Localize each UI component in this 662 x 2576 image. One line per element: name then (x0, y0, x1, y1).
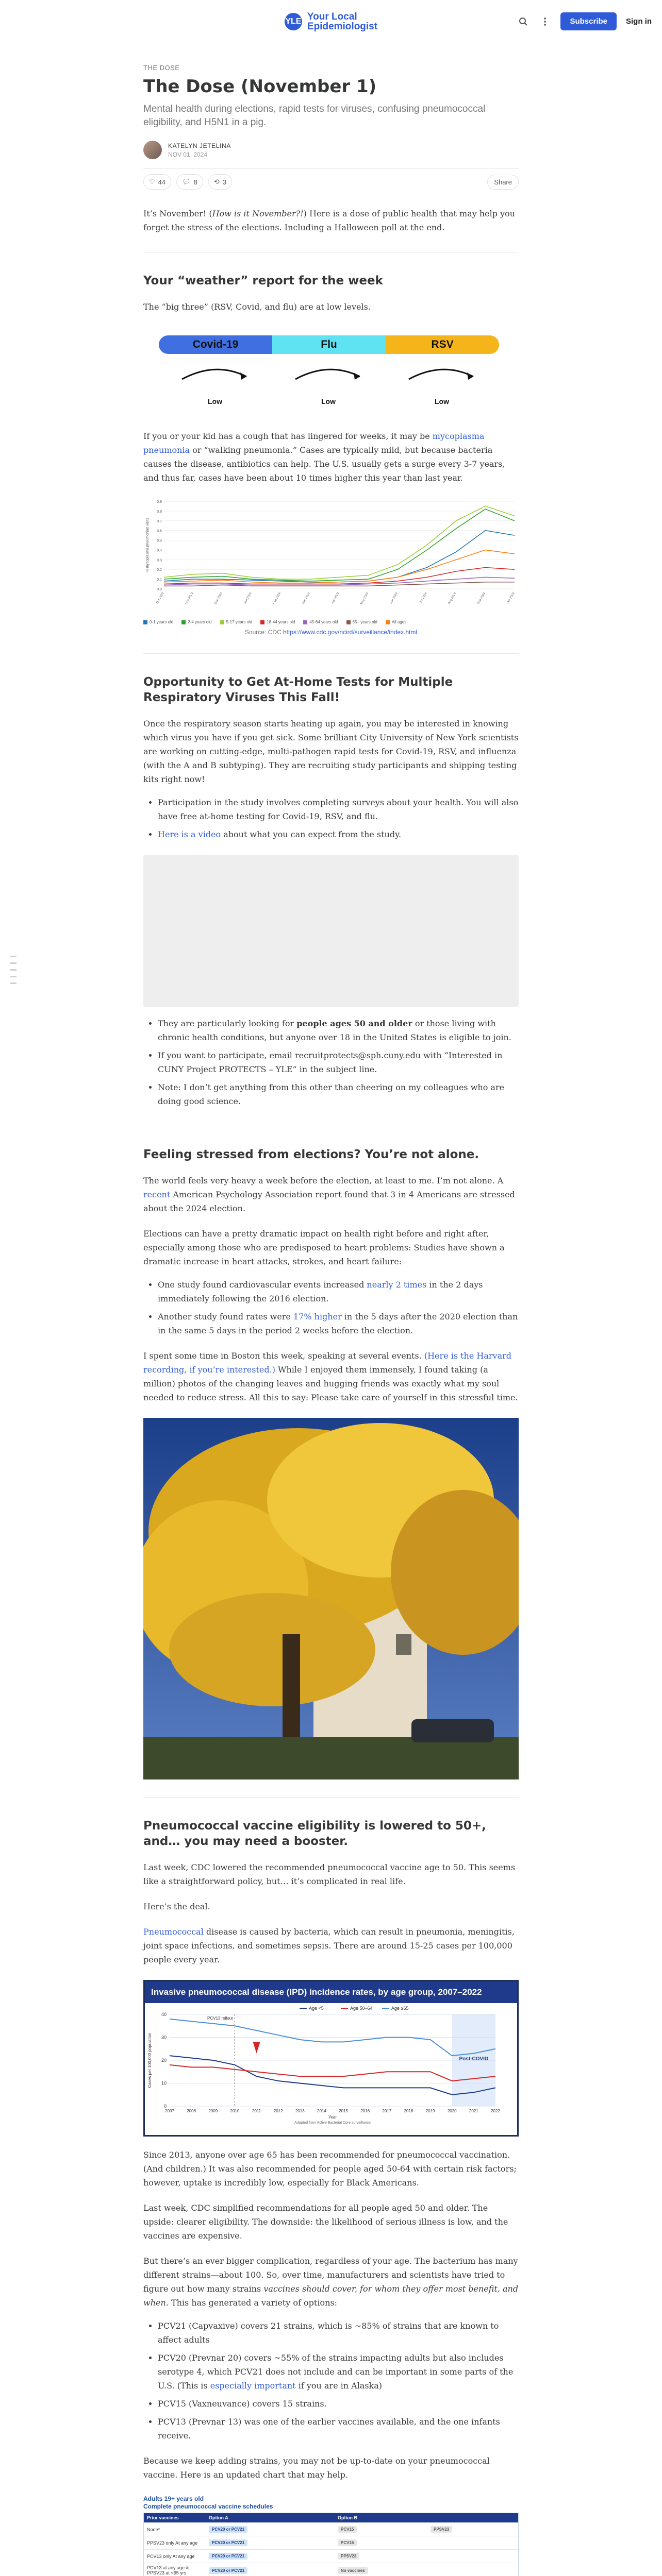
y-tick-label: 0.7 (157, 519, 162, 523)
schedule-prior: PPSV23 only At any age (147, 2540, 198, 2546)
x-tick-label: 2009 (208, 2109, 218, 2113)
x-tick-label: May 2024 (360, 592, 370, 605)
trend-arrow-flu (295, 369, 360, 379)
y-tick-label: 20 (161, 2058, 167, 2063)
list-item: • Participation in the study involves completing surveys about your health. You will also have free at-home testing for Covid-19, RSV, and flu. (158, 795, 519, 823)
ipd-chart-figure (143, 1980, 519, 2137)
stress-paragraph-3: I spent some time in Boston this week, speaking at several events. (Here is the Harvard recording, if you’re interested.) While I enjoyed them immensely, I found taking (a million) photos of the changing leaves and hugging friends was exactly what my soul needed to reduce stress. All this to say: Please take care of yourself in this stressful time. (143, 1351, 518, 1402)
section-heading-stress: Feeling stressed from elections? You’re not alone. (143, 1148, 479, 1161)
x-tick-label: Nov 2023 (185, 592, 194, 605)
stress-paragraph-1: The world feels very heavy a week before the election, at least to me. I’m not alone. A recent American Psychology Association report found that 3 in 4 Americans are stressed about the 2024 election. (143, 1176, 515, 1213)
y-tick-label: 10 (161, 2080, 167, 2086)
x-tick-label: Apr 2024 (331, 592, 340, 605)
schedule-option-b: PPSV23 (335, 2551, 427, 2562)
section-heading-tests: Opportunity to Get At-Home Tests for Multiple Respiratory Viruses This Fall! (143, 675, 453, 704)
brand-name-line1: Your Local (307, 11, 357, 22)
divider (143, 653, 519, 654)
pneumo-paragraph-7: Because we keep adding strains, you may not be up-to-date on your pneumococcal vaccine. Here is an updated chart that may help. (143, 2456, 490, 2480)
outline-toggle-icon[interactable] (10, 956, 16, 984)
tests-list-2 (143, 1016, 519, 1108)
x-tick-label: 2018 (404, 2109, 413, 2113)
byline (143, 141, 519, 159)
list-item: • PCV15 (Vaxneuvance) covers 15 strains. (158, 2397, 519, 2411)
schedule-option-b-2 (427, 2541, 518, 2545)
schedule-option-a: PCV20 or PCV21 (206, 2524, 335, 2535)
x-tick-label: 2011 (252, 2109, 261, 2113)
x-tick-label: Jul 2024 (419, 592, 428, 604)
ipd-legend-label: Age 50–64 (350, 2006, 373, 2011)
col-option-b: Option B (338, 2515, 357, 2520)
share-button[interactable]: Share (487, 175, 519, 190)
series-line (164, 506, 515, 579)
x-tick-label: 2021 (469, 2109, 478, 2113)
y-tick-label: 0.3 (157, 558, 162, 563)
list-item: • PCV21 (Capvaxive) covers 21 strains, which is ~85% of strains that are known to affect adults (158, 2319, 519, 2347)
trend-arrow-covid-head (240, 372, 246, 380)
schedule-prior: PCV13 only At any age (147, 2553, 195, 2559)
divider (143, 1797, 519, 1798)
comment-button[interactable] (176, 174, 203, 190)
weather-lead: The “big three” (RSV, Covid, and flu) are at low levels. (143, 302, 371, 312)
schedule-option-a: PCV20 or PCV21 (206, 2551, 335, 2562)
post-date: NOV 01, 2024 (168, 150, 208, 158)
restack-button[interactable] (208, 174, 232, 190)
brand[interactable] (285, 12, 377, 31)
schedule-option-b: PCV15 (335, 2524, 427, 2535)
author-avatar[interactable] (143, 141, 162, 159)
article (143, 43, 519, 2576)
schedule-option-b-2 (427, 2554, 518, 2558)
schedule-title-2: Complete pneumococcal vaccine schedules (143, 2503, 273, 2510)
y-tick-label: 0.4 (157, 549, 162, 553)
col-prior: Prior vaccines (147, 2515, 179, 2520)
x-tick-label: 2020 (447, 2109, 457, 2113)
x-tick-label: 2016 (360, 2109, 370, 2113)
pneumo-paragraph-6: But there’s an ever bigger complication, regardless of your age. The bacterium has many different strains—about 100. So, over time, manufacturers and scientists have tried to figure out how many strains vaccines should cover, for whom they offer most benefit, and when. This has generated a variety of options: (143, 2256, 519, 2308)
y-tick-label: 0.0 (157, 588, 162, 591)
autumn-tree-photo[interactable] (143, 1418, 519, 1780)
list-item: • PCV13 (Prevnar 13) was one of the earlier vaccines available, and the one infants receive. (158, 2415, 519, 2443)
harvard-recording-link[interactable]: (Here is the Harvard recording, if you’re interested.) (143, 1351, 512, 1375)
schedule-header-row (144, 2513, 518, 2523)
schedule-option-b: PCV15 (335, 2537, 427, 2548)
ipd-legend-label: Age <5 (309, 2006, 324, 2011)
x-tick-label: Aug 2024 (448, 592, 457, 605)
x-tick-label: Oct 2023 (156, 592, 165, 605)
like-button[interactable] (143, 174, 171, 190)
ipd-y-axis-label: Cases per 100,000 population (147, 2032, 152, 2088)
restack-icon: ⟲ (213, 178, 220, 185)
mycoplasma-chart-figure (143, 496, 519, 636)
x-tick-label: Jan 2024 (243, 592, 253, 605)
y-tick-label: 0 (163, 2104, 167, 2109)
rsv-level: Low (435, 397, 449, 405)
alaska-link[interactable]: especially important (210, 2381, 296, 2391)
pneumo-paragraph-1: Last week, CDC lowered the recommended pneumococcal vaccine age to 50. This seems like a straightforward policy, but… it’s complicated in real life. (143, 1862, 516, 1886)
list-item: • PCV20 (Prevnar 20) covers ~55% of the strains impacting adults but also includes serotype 4, which PCV21 does not include and can be important in some parts of the U.S. (This is especially important if you are in Alaska) (158, 2351, 519, 2393)
y-tick-label: 0.2 (157, 568, 162, 572)
x-tick-label: Mar 2024 (302, 592, 311, 605)
legend-item: 5-17 years old (220, 620, 253, 624)
post-subtitle: Mental health during elections, rapid tests for viruses, confusing pneumococcal eligibility, and H5N1 in a pig. (143, 104, 486, 128)
study-video-link[interactable]: Here is a video (158, 829, 221, 839)
series-line (164, 567, 515, 584)
x-tick-label: Sep 2024 (477, 592, 487, 605)
study-2020-link[interactable]: 17% higher (293, 1312, 342, 1321)
subscribe-button[interactable]: Subscribe (560, 12, 617, 30)
legend-item: 0-1 years old (143, 620, 173, 624)
x-tick-label: Jun 2024 (389, 592, 399, 605)
legend-item: All ages (386, 620, 406, 624)
list-item: • Note: I don’t get anything from this other than cheering on my colleagues who are doing good science. (158, 1080, 519, 1108)
stress-list (143, 1278, 519, 1337)
ipd-x-axis-label: Year (328, 2115, 337, 2120)
x-tick-label: 2008 (187, 2109, 196, 2113)
schedule-option-a: PCV20 or PCV21 (206, 2565, 335, 2576)
ipd-source: Adapted from Active Bacterial Core surveillance (294, 2121, 371, 2125)
mycoplasma-paragraph: If you or your kid has a cough that has lingered for weeks, it may be mycoplasma pneumonia or “walking pneumonia.” Cases are typically mild, but because bacteria causes the disease, antibiotics can help. The U.S. usually gets a surge every 3-7 years, and thus far, cases have been about 10 times higher this year than last year. (143, 431, 505, 483)
author-name[interactable]: KATELYN JETELINA (168, 142, 231, 149)
chart-caption: Source: CDC https://www.cdc.gov/ncird/surveillance/index.html (244, 629, 418, 636)
x-tick-label: 2012 (273, 2109, 283, 2113)
pcv13-label: PCV13 rollout (207, 2016, 233, 2021)
covid-level: Low (208, 397, 222, 405)
schedule-grid (143, 2513, 519, 2576)
brand-logo: YLE (285, 13, 302, 30)
x-tick-label: Oct 2024 (506, 592, 516, 605)
y-tick-label: 0.6 (157, 529, 162, 533)
flu-level: Low (321, 397, 336, 405)
covid-pill: Covid-19 (159, 335, 272, 354)
schedule-prior: None* (147, 2527, 160, 2532)
x-tick-label: 2022 (491, 2109, 500, 2113)
like-count: 44 (158, 178, 166, 186)
y-tick-label: 0.1 (157, 578, 162, 582)
brand-name (307, 12, 377, 31)
tests-paragraph: Once the respiratory season starts heating up again, you may be interested in knowing which virus you have if you get sick. Some brilliant City University of New York scientists are working on cutting-edge, multi-pathogen rapid tests for Covid-19, RSV, and influenza (with the A and B subtyping). They are recruiting study participants and shipping testing kits right now! (143, 719, 519, 784)
video-embed[interactable] (143, 855, 519, 1007)
y-tick-label: 0.5 (157, 539, 162, 543)
y-tick-label: 40 (161, 2012, 167, 2017)
legend-item: 18-44 years old (260, 620, 295, 624)
stress-paragraph-2: Elections can have a pretty dramatic impact on health right before and right after, especially among those who are predisposed to heart problems: Studies have shown a dramatic increase in heart attacks, strokes, and heart failure: (143, 1229, 505, 1266)
pneumo-paragraph-5: Last week, CDC simplified recommendations for all people aged 50 and older. The upside: clearer eligibility. The downside: the likelihood of serious illness is low, and the vaccines are expensive. (143, 2203, 508, 2241)
list-item: • One study found cardiovascular events increased nearly 2 times in the 2 days immediately following the 2016 election. (158, 1278, 519, 1306)
schedule-option-a: PCV20 or PCV21 (206, 2537, 335, 2548)
y-axis-label: % mycoplasma pneumoniae visits (146, 518, 150, 572)
ipd-series-line (170, 2065, 495, 2081)
comment-count: 8 (193, 178, 197, 186)
schedule-row (144, 2550, 518, 2563)
study-2016-link[interactable]: nearly 2 times (367, 1280, 427, 1290)
pneumo-paragraph-3: Pneumococcal disease is caused by bacteria, which can result in pneumonia, meningitis, joint space infections, and sometimes sepsis. There are around 15-25 cases per 100,000 people every year. (143, 1927, 515, 1964)
ipd-legend-label: Age ≥65 (391, 2006, 409, 2011)
pneumococcal-link[interactable]: Pneumococcal (143, 1927, 204, 1937)
red-arrow-icon (253, 2042, 260, 2053)
x-tick-label: 2015 (339, 2109, 348, 2113)
section-heading-weather: Your “weather” report for the week (143, 274, 383, 287)
post-covid-label: Post-COVID (459, 2056, 489, 2062)
trend-arrow-flu-head (354, 372, 360, 380)
list-item: • They are particularly looking for people ages 50 and older or those living with chronic health conditions, but anyone over 18 in the United States is eligible to join. (158, 1016, 519, 1044)
more-options-icon[interactable] (539, 15, 551, 28)
pneumo-paragraph-4: Since 2013, anyone over age 65 has been recommended for pneumococcal vaccination. (And children.) It was also recommended for people aged 50-64 with certain risk factors; however, uptake is incredibly low, especially for Black Americans. (143, 2150, 517, 2188)
flu-pill: Flu (272, 335, 386, 354)
x-tick-label: 2014 (317, 2109, 326, 2113)
legend-item: 2-4 years old (181, 620, 211, 624)
schedule-title-1: Adults 19+ years old (143, 2495, 204, 2502)
trend-arrow-rsv (409, 369, 473, 379)
schedule-option-b-2 (427, 2568, 518, 2572)
x-tick-label: Dec 2023 (214, 592, 224, 605)
vaccine-list (143, 2319, 519, 2443)
y-tick-label: 30 (161, 2035, 167, 2040)
trend-arrow-rsv-head (467, 372, 473, 380)
sign-in-button[interactable]: Sign in (626, 17, 652, 26)
top-bar (0, 0, 662, 43)
x-tick-label: 2010 (230, 2109, 240, 2113)
schedule-row (144, 2563, 518, 2576)
chart-legend (143, 620, 519, 624)
trend-arrow-covid (182, 369, 246, 379)
restack-count: 3 (222, 178, 227, 186)
engagement-bar (143, 168, 519, 195)
list-item: • If you want to participate, email recruitprotects@sph.cuny.edu with “Interested in CUNY Project PROTECTS – YLE” in the subject line. (158, 1048, 519, 1076)
trend-arrows (143, 325, 519, 397)
schedule-option-b: No vaccines (335, 2565, 427, 2576)
x-tick-label: 2013 (295, 2109, 305, 2113)
intro-paragraph: It’s November! (How is it November?!) Here is a dose of public health that may help you forget the stress of the elections. Including a Halloween poll at the end. (143, 209, 516, 232)
ipd-chart (145, 2003, 517, 2125)
list-item: • Another study found rates were 17% higher in the 5 days after the 2020 election than in the same 5 days in the period 2 weeks before the election. (158, 1310, 519, 1337)
brand-name-line2: Epidemiologist (307, 21, 378, 32)
x-tick-label: 2019 (425, 2109, 435, 2113)
legend-item: 65+ years old (346, 620, 377, 624)
y-tick-label: 0.9 (157, 500, 162, 504)
autumn-tree-illustration (143, 1418, 519, 1780)
list-item: • Here is a video about what you can expect from the study. (158, 827, 519, 841)
rsv-pill: RSV (386, 335, 499, 354)
series-line (164, 531, 515, 582)
series-line (164, 550, 515, 583)
schedule-option-b-2: PPSV23 (427, 2524, 518, 2535)
cdc-source-link[interactable]: https://www.cdc.gov/ncird/surveillance/index.html (283, 629, 418, 636)
schedule-prior: PCV13 at any age & PPSV23 at <65 yrs (147, 2565, 189, 2575)
section-heading-pneumococcal: Pneumococcal vaccine eligibility is lowered to 50+, and… you may need a booster. (143, 1819, 486, 1848)
top-actions (517, 12, 652, 30)
x-tick-label: 2017 (382, 2109, 392, 2113)
weather-graphic (143, 325, 519, 418)
tests-list-1 (143, 795, 519, 841)
ipd-series-line (170, 2056, 495, 2095)
schedule-row (144, 2536, 518, 2550)
search-icon[interactable] (517, 15, 529, 28)
post-kicker[interactable]: THE DOSE (143, 64, 180, 72)
mycoplasma-link[interactable]: mycoplasma pneumonia (143, 431, 485, 455)
x-tick-label: Feb 2024 (272, 592, 282, 605)
vaccine-schedule-table (143, 2495, 519, 2576)
legend-item: 45-64 years old (303, 620, 338, 624)
x-tick-label: 2007 (165, 2109, 174, 2113)
col-option-a: Option A (209, 2515, 228, 2520)
apa-report-link[interactable]: recent (143, 1190, 171, 1199)
comment-icon: 💬︎ (182, 178, 191, 185)
post-title: The Dose (November 1) (143, 76, 377, 97)
mycoplasma-chart (143, 496, 519, 615)
heart-icon: ♡ (149, 178, 155, 185)
ipd-chart-title: Invasive pneumococcal disease (IPD) incidence rates, by age group, 2007–2022 (145, 1981, 517, 2003)
schedule-row (144, 2523, 518, 2536)
y-tick-label: 0.8 (157, 510, 162, 514)
pneumo-paragraph-2: Here’s the deal. (143, 1902, 210, 1911)
